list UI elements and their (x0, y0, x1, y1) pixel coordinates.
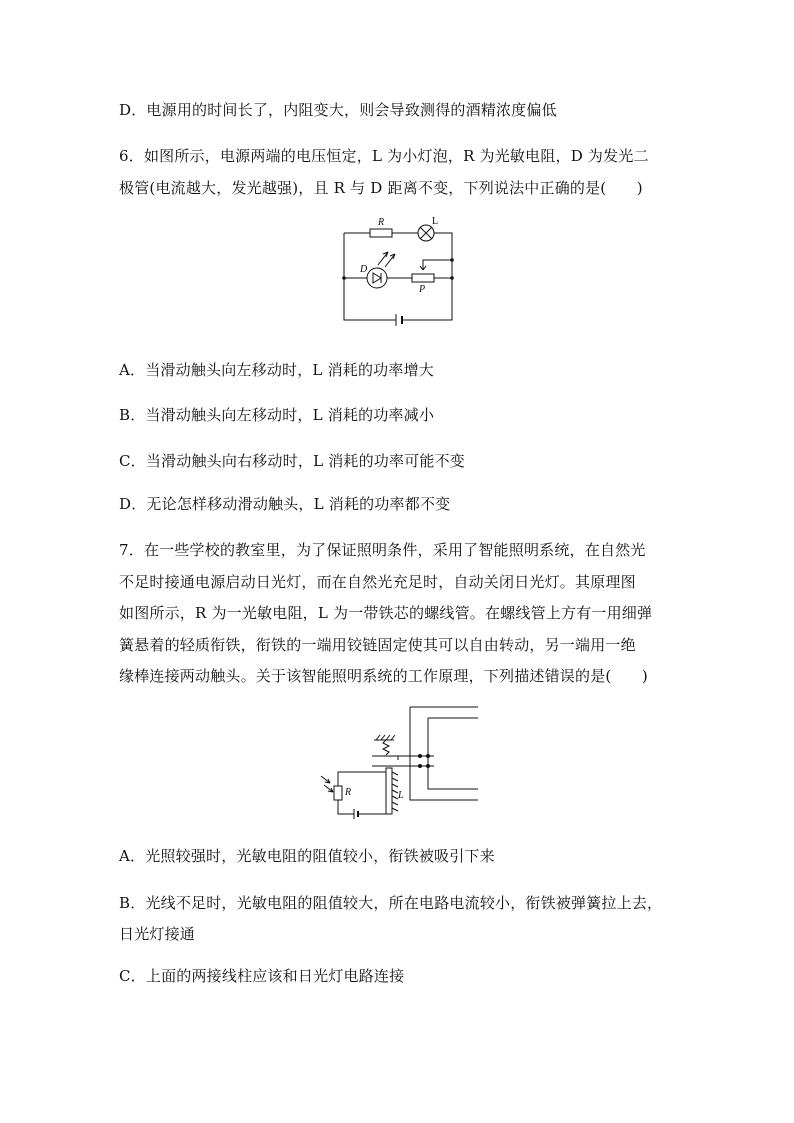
q7-option-b-line-1: B．光线不足时，光敏电阻的阻值较大，所在电路电流较小，衔铁被弹簧拉上去， (119, 894, 663, 912)
question-7-line-2: 不足时接通电源启动日光灯，而在自然光充足时，自动关闭日光灯。其原理图 (119, 573, 636, 591)
question-7-line-1: 7．在一些学校的教室里，为了保证照明条件，采用了智能照明系统，在自然光 (119, 541, 646, 559)
label-r: R (345, 787, 352, 798)
label-d: D (360, 264, 368, 275)
label-l: L (398, 790, 404, 801)
relay-diagram-q7 (318, 702, 484, 830)
q7-option-c: C．上面的两接线柱应该和日光灯电路连接 (119, 967, 405, 985)
q6-option-b: B．当滑动触头向左移动时，L 消耗的功率减小 (119, 406, 435, 424)
label-l: L (432, 216, 439, 227)
q7-option-b-line-2: 日光灯接通 (119, 925, 196, 943)
option-d-q5: D．电源用的时间长了，内阻变大，则会导致测得的酒精浓度偏低 (119, 101, 557, 119)
question-6-line-2: 极管(电流越大，发光越强)，且 R 与 D 距离不变，下列说法中正确的是( ) (119, 179, 643, 197)
question-7-line-4: 簧悬着的轻质衔铁，衔铁的一端用铰链固定使其可以自由转动，另一端用一绝 (119, 636, 636, 654)
circuit-diagram-q6 (330, 210, 465, 330)
label-r: R (378, 217, 385, 228)
label-p: P (419, 284, 426, 295)
question-6-line-1: 6．如图所示，电源两端的电压恒定，L 为小灯泡，R 为光敏电阻，D 为发光二 (119, 147, 649, 165)
question-7-line-5: 缘棒连接两动触头。关于该智能照明系统的工作原理，下列描述错误的是( ) (119, 667, 648, 685)
q6-option-d: D．无论怎样移动滑动触头，L 消耗的功率都不变 (119, 495, 451, 513)
q6-option-c: C．当滑动触头向右移动时，L 消耗的功率可能不变 (119, 452, 466, 470)
q7-option-a: A．光照较强时，光敏电阻的阻值较小，衔铁被吸引下来 (119, 847, 495, 865)
question-7-line-3: 如图所示，R 为一光敏电阻，L 为一带铁芯的螺线管。在螺线管上方有一用细弹 (119, 604, 653, 622)
q6-option-a: A．当滑动触头向左移动时，L 消耗的功率增大 (119, 361, 434, 379)
